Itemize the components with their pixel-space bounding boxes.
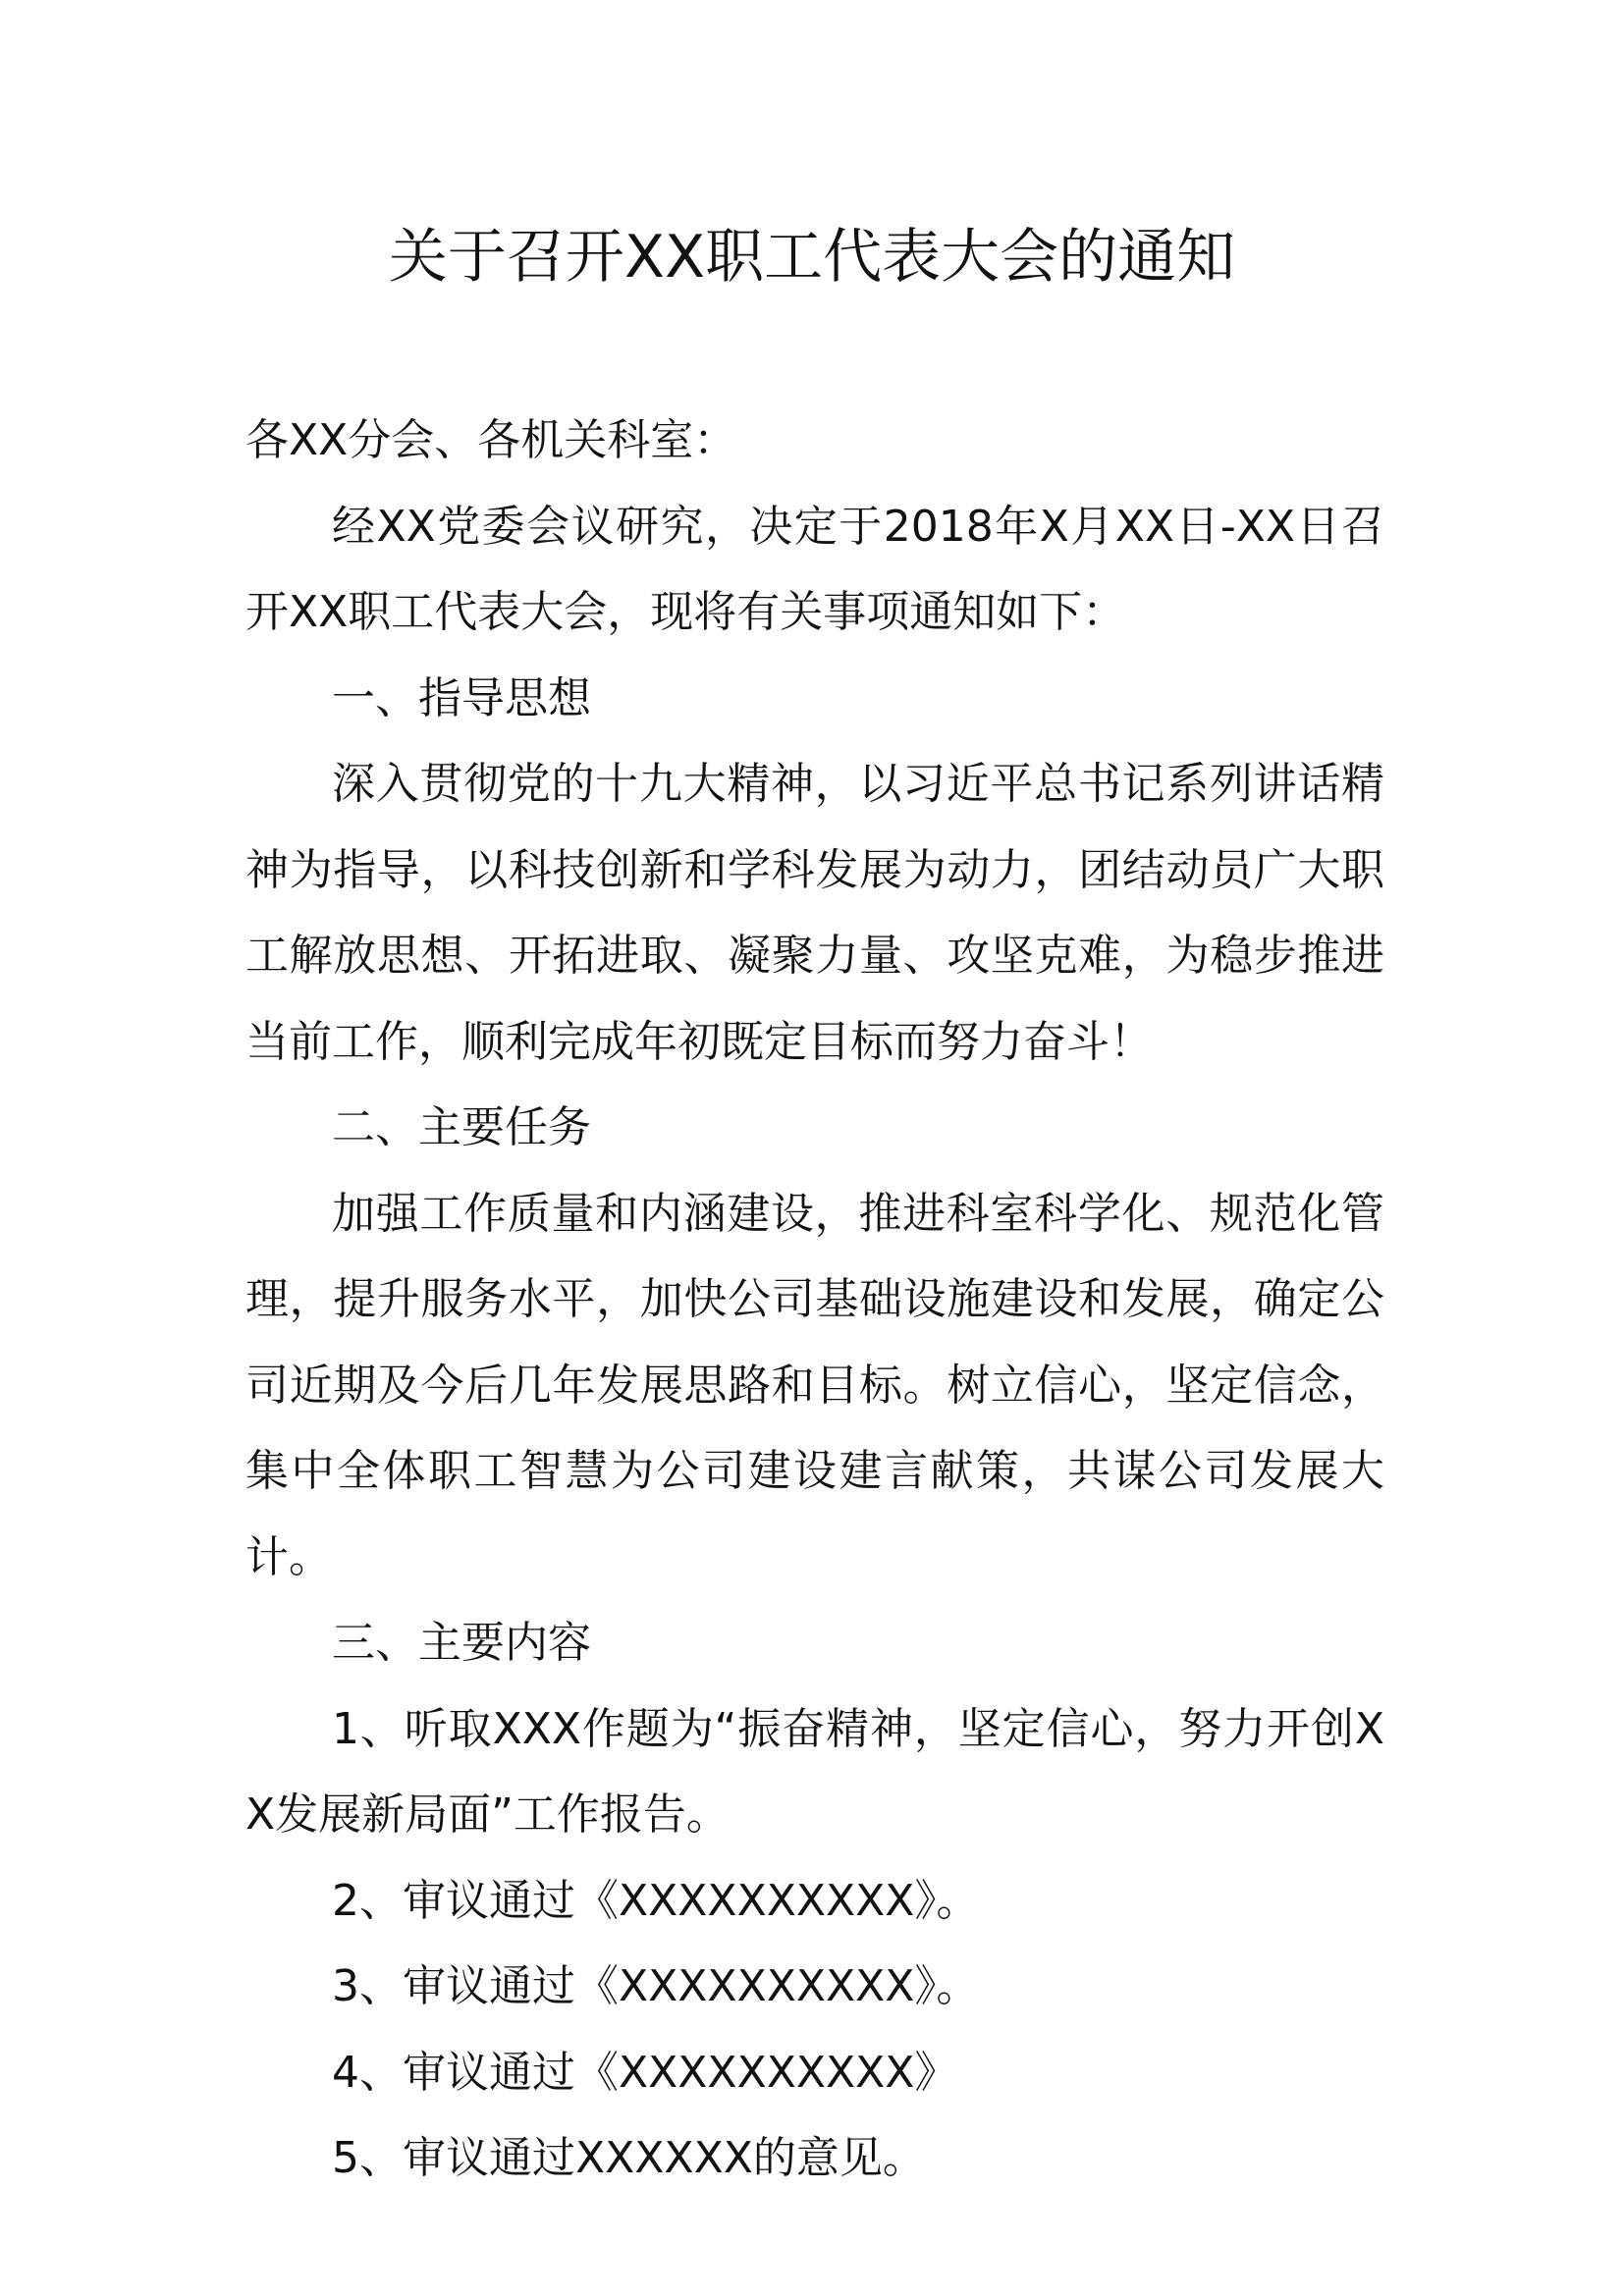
content-item: 4、审议通过《XXXXXXXXXX》 [332,2047,958,2098]
content-item: 3、审议通过《XXXXXXXXXX》。 [332,1961,980,2011]
content-item: 5、审议通过XXXXXX的意见。 [332,2133,926,2183]
section-heading-main-content: 三、主要内容 [332,1618,591,1668]
intro-paragraph: 经XX党委会议研究，决定于2018年X月XX日-XX日召开XX职工代表大会，现将有关事项通知如下： [245,501,1384,637]
section-body-main-tasks: 加强工作质量和内涵建设，推进科室科学化、规范化管理，提升服务水平，加快公司基础设施建设和发展，确定公司近期及今后几年发展思路和目标。树立信心，坚定信念，集中全体职工智慧为公司建设建言献策，共谋公司发展大计。 [245,1188,1384,1582]
section-heading-guiding-ideology: 一、指导思想 [332,672,591,723]
content-item: 1、听取XXX作题为“振奋精神，坚定信心，努力开创XX发展新局面”工作报告。 [245,1703,1384,1840]
section-heading-main-tasks: 二、主要任务 [332,1102,591,1152]
document-body [245,398,1384,2202]
content-item: 2、审议通过《XXXXXXXXXX》。 [332,1875,980,1926]
document-title: 关于召开XX职工代表大会的通知 [388,223,1236,292]
section-body-guiding-ideology: 深入贯彻党的十九大精神，以习近平总书记系列讲话精神为指导，以科技创新和学科发展为动力，团结动员广大职工解放思想、开拓进取、凝聚力量、攻坚克难，为稳步推进当前工作，顺利完成年初既定目标而努力奋斗！ [245,759,1384,1067]
salutation: 各XX分会、各机关科室： [245,415,737,465]
